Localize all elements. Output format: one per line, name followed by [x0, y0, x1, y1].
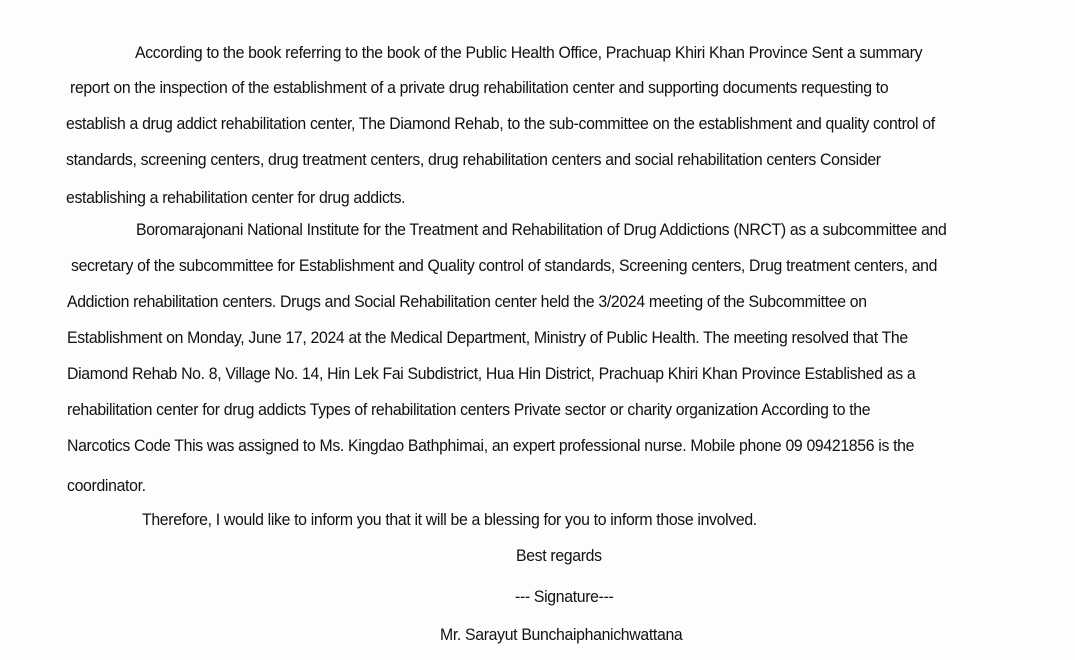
paragraph-line: Boromarajonani National Institute for the Treatment and Rehabilitation of Drug Addictions (NRCT) as a subcommittee and — [136, 220, 947, 239]
signatory-name: Mr. Sarayut Bunchaiphanichwattana — [440, 625, 683, 644]
paragraph-line: Establishment on Monday, June 17, 2024 at the Medical Department, Ministry of Public Health. The meeting resolved that The — [67, 328, 908, 347]
paragraph-line: According to the book referring to the book of the Public Health Office, Prachuap Khiri Khan Province Sent a summary — [135, 43, 923, 62]
paragraph-line: standards, screening centers, drug treatment centers, drug rehabilitation centers and social rehabilitation centers Consider — [66, 150, 881, 169]
paragraph-line: secretary of the subcommittee for Establishment and Quality control of standards, Screening centers, Drug treatment centers, and — [71, 256, 938, 275]
paragraph-line: Narcotics Code This was assigned to Ms. Kingdao Bathphimai, an expert professional nurse. Mobile phone 09 09421856 is the — [67, 436, 915, 455]
paragraph-line: Therefore, I would like to inform you that it will be a blessing for you to inform those involved. — [142, 510, 757, 529]
paragraph-line: establishing a rehabilitation center for drug addicts. — [66, 188, 406, 207]
paragraph-line: Addiction rehabilitation centers. Drugs and Social Rehabilitation center held the 3/2024 meeting of the Subcommittee on — [67, 292, 867, 311]
paragraph-line: rehabilitation center for drug addicts Types of rehabilitation centers Private sector or charity organization According to the — [67, 400, 871, 419]
paragraph-line: report on the inspection of the establishment of a private drug rehabilitation center and supporting documents requesting to — [70, 78, 889, 97]
paragraph-line: Diamond Rehab No. 8, Village No. 14, Hin Lek Fai Subdistrict, Hua Hin District, Prachuap Khiri Khan Province Established as a — [67, 364, 916, 383]
paragraph-line: coordinator. — [67, 476, 146, 495]
paragraph-line: establish a drug addict rehabilitation center, The Diamond Rehab, to the sub-committee on the establishment and quality control of — [66, 114, 935, 133]
signature-placeholder: --- Signature--- — [515, 587, 614, 606]
salutation: Best regards — [516, 546, 602, 565]
